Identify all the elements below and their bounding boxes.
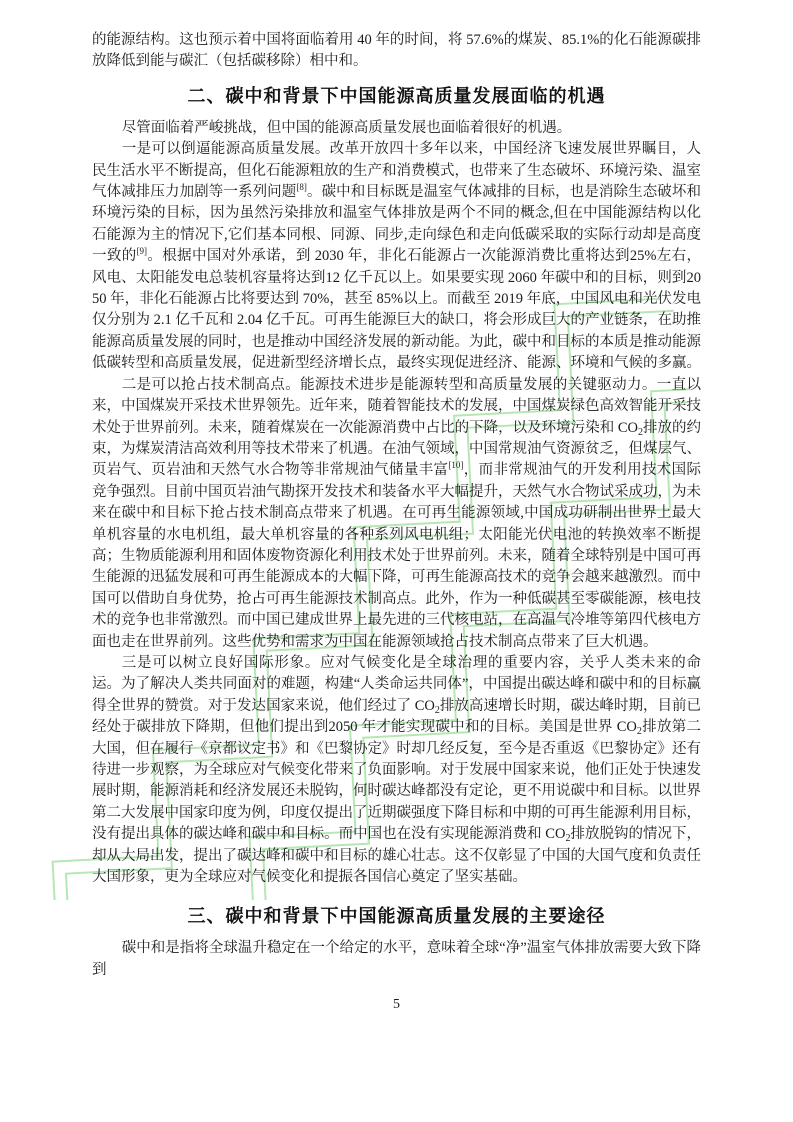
paragraph-opportunity-three: 三是可以树立良好国际形象。应对气候变化是全球治理的重要内容，关乎人类未来的命运。为了解决人类共同面对的难题，构建“人类命运共同体”，中国提出碳达峰和碳中和的目标赢得全世界的赞赏。对于发达国家来说，他们经过了 $CO_2$排放高速增长时期，碳达峰时期，目前已经处于碳排放下降期，但他们提出到2050 年才能实现碳中和的目标。美国是世界 $CO_2$排放第二大国，但在履行《京都议定书》和《巴黎协定》时却几经反复，至今是否重返《巴黎协定》还有待进一步观察，为全球应对气候变化带来了负面影响。对于发展中国家来说，他们正处于快速发展时期，能源消耗和经济发展还未脱钩，何时碳达峰都没有定论，更不用说碳中和目标。以世界第二大发展中国家印度为例，印度仅提出了近期碳强度下降目标和中期的可再生能源利用目标，没有提出具体的碳达峰和碳中和目标。而中国也在没有实现能源消费和 $CO_2$排放脱钩的情况下，却从大局出发，提出了碳达峰和碳中和目标的雄心壮志。这不仅彰显了中国的大国气度和负责任大国形象，更为全球应对气候变化和提振各国信心奠定了坚实基础。 [92,654,702,886]
paragraph-opportunity-one: 一是可以倒逼能源高质量发展。改革开放四十多年以来，中国经济飞速发展世界瞩目，人民生活水平不断提高，但化石能源粗放的生产和消费模式，也带来了生态破坏、环境污染、温室气体减排压力加剧等一系列问题[8]。碳中和目标既是温室气体减排的目标，也是消除生态破坏和环境污染的目标，因为虽然污染排放和温室气体排放是两个不同的概念,但在中国能源结构以化石能源为主的情况下,它们基本同根、同源、同步,走向绿色和走向低碳采取的实际行动却是高度一致的[9]。根据中国对外承诺，到 2030 年，非化石能源占一次能源消费比重将达到25%左右，风电、太阳能发电总装机容量将达到12 亿千瓦以上。如果要实现 2060 年碳中和的目标，则到2050 年，非化石能源占比将要达到 70%，甚至 85%以上。而截至 2019 年底，中国风电和光伏发电仅分别为 2.1 亿千瓦和 2.04 亿千瓦。可再生能源巨大的缺口，将会形成巨大的产业链条，在助推能源高质量发展的同时，也是推动中国经济发展的新动能。为此，碳中和目标的本质是推动能源低碳转型和高质量发展，促进新型经济增长点，最终实现促进经济、能源、环境和气候的多赢。 [92,141,702,372]
paragraph-opportunity-two: 二是可以抢占技术制高点。能源技术进步是能源转型和高质量发展的关键驱动力。一直以来，中国煤炭开采技术世界领先。近年来，随着智能技术的发展，中国煤炭绿色高效智能开采技术处于世界前列。未来，随着煤炭在一次能源消费中占比的下降，以及环境污染和 $CO_2$排放的约束，为煤炭清洁高效利用等技术带来了机遇。在油气领域，中国常规油气资源贫乏，但煤层气、页岩气、页岩油和天然气水合物等非常规油气储量丰富[10]，而非常规油气的开发利用技术国际竞争强烈。目前中国页岩油气勘探开发技术和装备水平大幅提升，天然气水合物试采成功，为未来在碳中和目标下抢占技术制高点带来了机遇。在可再生能源领域,中国成功研制出世界上最大单机容量的水电机组，最大单机容量的各种系列风电机组；太阳能光伏电池的转换效率不断提高；生物质能源利用和固体废物资源化利用技术处于世界前列。未来，随着全球特别是中国可再生能源的迅猛发展和可再生能源成本的大幅下降，可再生能源高技术的竞争会越来越激烈。而中国可以借助自身优势，抢占可再生能源技术制高点。此外，作为一种低碳甚至零碳能源，核电技术的竞争也非常激烈。而中国已建成世界上最先进的三代核电站，在高温气冷堆等第四代核电方面也走在世界前列。这些优势和需求为中国在能源领域抢占技术制高点带来了巨大机遇。 [92,376,702,650]
page-number: 5 [393,997,400,1013]
section-heading-pathways: 三、碳中和背景下中国能源高质量发展的主要途径 [187,906,606,927]
section-heading-opportunities: 二、碳中和背景下中国能源高质量发展面临的机遇 [187,85,606,106]
paragraph-pathways-intro: 碳中和是指将全球温升稳定在一个给定的水平，意味着全球“净”温室气体排放需要大致下降到 [92,940,701,978]
paragraph-continuation: 的能源结构。这也预示着中国将面临着用 40 年的时间，将 57.6%的煤炭、85.1%的化石能源碳排放降低到能与碳汇（包括碳移除）相中和。 [92,32,701,70]
paragraph-intro: 尽管面临着严峻挑战，但中国的能源高质量发展也面临着很好的机遇。 [121,119,572,136]
